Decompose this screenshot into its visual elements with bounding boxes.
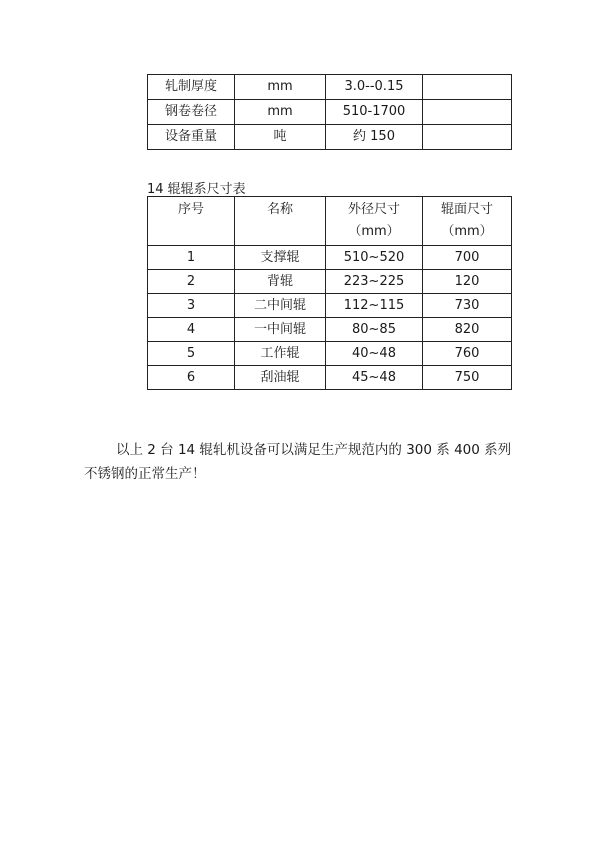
- table-cell: 4: [148, 318, 235, 342]
- table-row: [148, 125, 512, 150]
- table-cell: 510-1700: [326, 100, 423, 125]
- table-cell: 背辊: [235, 270, 326, 294]
- header-line: （mm）: [348, 224, 400, 239]
- table-header-row: [148, 197, 512, 246]
- table-cell: 700: [423, 246, 512, 270]
- table-cell: 820: [423, 318, 512, 342]
- table-cell: 112~115: [326, 294, 423, 318]
- conclusion-paragraph: 以上 2 台 14 辊轧机设备可以满足生产规范内的 300 系 400 系列不锈钢的正常生产！: [84, 441, 512, 482]
- table-cell: 510~520: [326, 246, 423, 270]
- table-cell: 约 150: [326, 125, 423, 150]
- table-row: [148, 318, 512, 342]
- table-cell: 120: [423, 270, 512, 294]
- table-cell: 支撑辊: [235, 246, 326, 270]
- table-cell: [423, 125, 512, 150]
- table-cell: 2: [148, 270, 235, 294]
- table-row: [148, 100, 512, 125]
- table-cell: 3.0--0.15: [326, 75, 423, 100]
- table-cell: 钢卷卷径: [148, 100, 235, 125]
- table-cell: mm: [235, 100, 326, 125]
- column-header: [423, 197, 512, 246]
- table-cell: 刮油辊: [235, 366, 326, 390]
- table-cell: 750: [423, 366, 512, 390]
- header-line: （mm）: [441, 224, 493, 239]
- header-line: 辊面尺寸: [440, 202, 493, 217]
- table-row: [148, 366, 512, 390]
- table-cell: 760: [423, 342, 512, 366]
- header-line: 名称: [266, 202, 293, 217]
- table-cell: 1: [148, 246, 235, 270]
- table-cell: 轧制厚度: [148, 75, 235, 100]
- column-header: [235, 197, 326, 246]
- table-cell: 6: [148, 366, 235, 390]
- header-line: 序号: [177, 202, 204, 217]
- table-cell: 45~48: [326, 366, 423, 390]
- table-cell: 5: [148, 342, 235, 366]
- table-row: [148, 75, 512, 100]
- table-cell: 设备重量: [148, 125, 235, 150]
- roll-table-caption: 14 辊辊系尺寸表: [147, 182, 246, 197]
- table-cell: mm: [235, 75, 326, 100]
- column-header: [148, 197, 235, 246]
- header-line: 外径尺寸: [347, 202, 400, 217]
- table-cell: 一中间辊: [235, 318, 326, 342]
- table-cell: [423, 100, 512, 125]
- roll-size-table: [147, 196, 512, 390]
- equipment-spec-table: [147, 74, 512, 150]
- table-row: [148, 294, 512, 318]
- table-cell: 3: [148, 294, 235, 318]
- table-cell: 80~85: [326, 318, 423, 342]
- table-row: [148, 270, 512, 294]
- table-row: [148, 342, 512, 366]
- table-cell: [423, 75, 512, 100]
- table-cell: 40~48: [326, 342, 423, 366]
- table-row: [148, 246, 512, 270]
- table-cell: 吨: [235, 125, 326, 150]
- table-cell: 工作辊: [235, 342, 326, 366]
- table-cell: 223~225: [326, 270, 423, 294]
- column-header: [326, 197, 423, 246]
- table-cell: 二中间辊: [235, 294, 326, 318]
- table-cell: 730: [423, 294, 512, 318]
